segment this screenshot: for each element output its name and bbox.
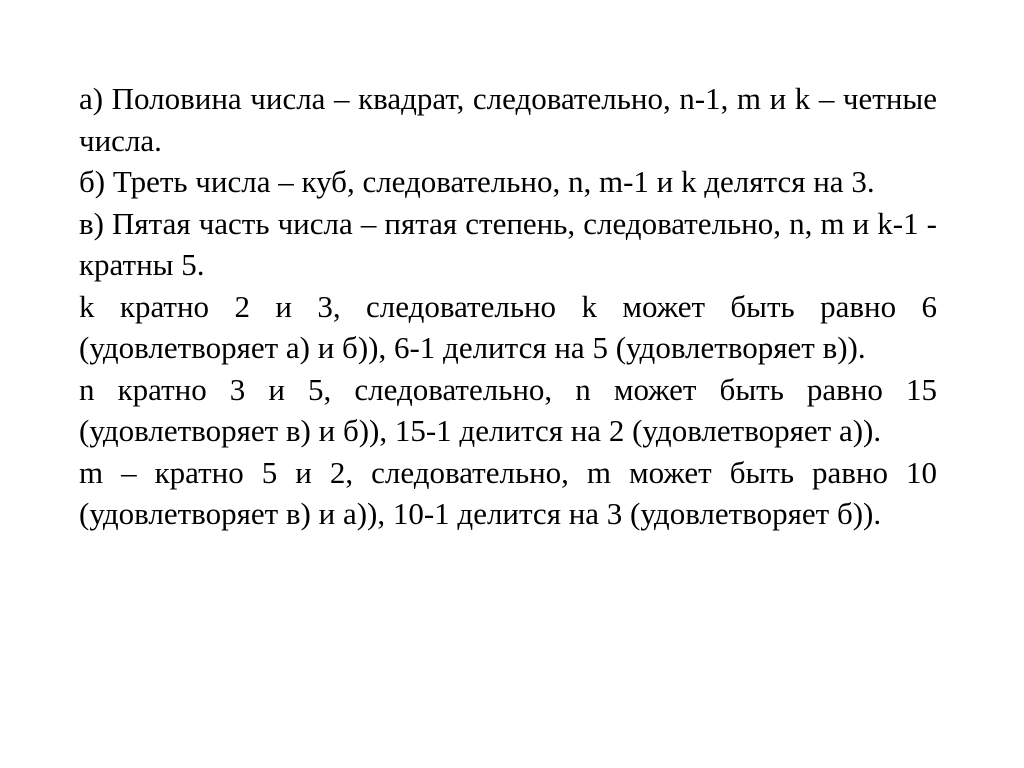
paragraph-condition-c: в) Пятая часть числа – пятая степень, следовательно, n, m и k-1 - кратны 5. (79, 205, 937, 282)
paragraph-condition-a: а) Половина числа – квадрат, следовательно, n-1, m и k – четные числа. (79, 81, 937, 158)
paragraph-n-reasoning: n кратно 3 и 5, следовательно, n может быть равно 15 (удовлетворяет в) и б)), 15-1 делится на 2 (удовлетворяет а)). (79, 371, 937, 448)
paragraph-m-reasoning: m – кратно 5 и 2, следовательно, m может быть равно 10 (удовлетворяет в) и а)), 10-1 делится на 3 (удовлетворяет б)). (79, 454, 937, 531)
paragraph-k-reasoning: k кратно 2 и 3, следовательно k может быть равно 6 (удовлетворяет а) и б)), 6-1 делится на 5 (удовлетворяет в)). (79, 288, 937, 365)
solution-text (79, 78, 937, 535)
paragraph-condition-b: б) Треть числа – куб, следовательно, n, m-1 и k делятся на 3. (79, 164, 875, 199)
